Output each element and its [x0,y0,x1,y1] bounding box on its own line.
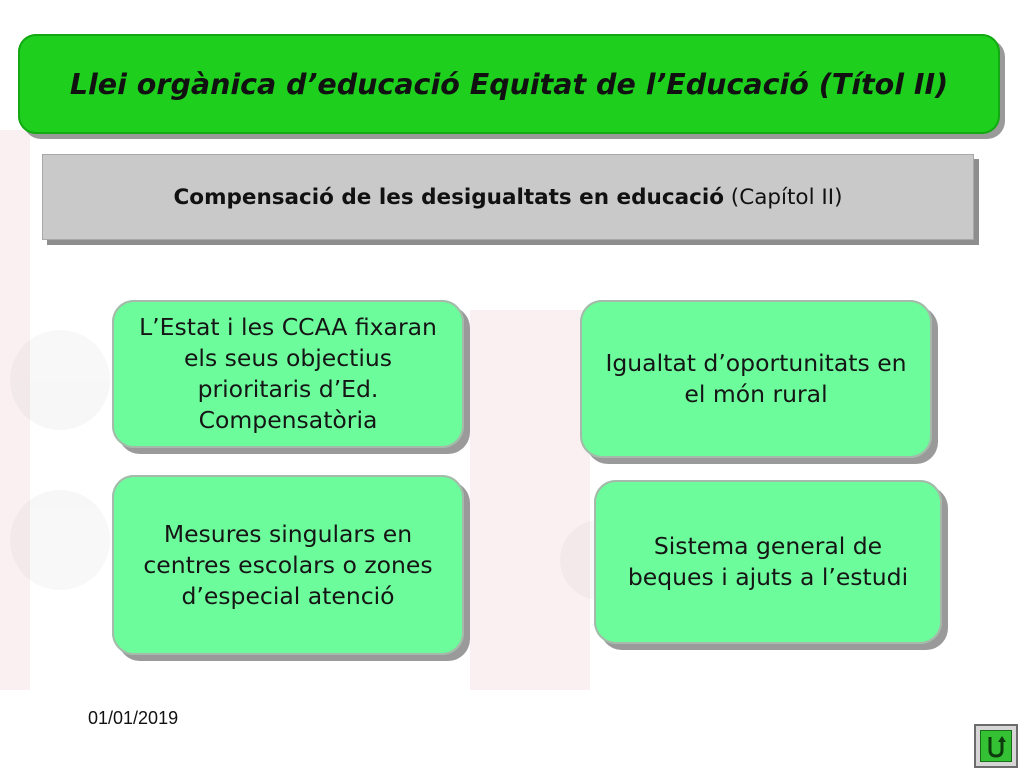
subtitle-bold: Compensació de les desigualtats en educació [173,184,724,210]
card-scholarships [594,480,942,644]
return-button[interactable] [974,724,1018,768]
card-text: Igualtat d’oportunitats en el món rural [605,349,907,408]
slide-title-banner [18,34,1000,134]
u-turn-return-icon [983,733,1009,759]
card-text: Mesures singulars en centres escolars o zones d’especial atenció [143,519,433,610]
card-compensatory-objectives [112,300,464,448]
return-button-face [980,730,1012,762]
subtitle-banner [42,154,974,240]
card-text: Sistema general de beques i ajuts a l’estudi [627,532,909,591]
slide-title: Llei orgànica d’educació Equitat de l’Educació (Títol II) [69,67,949,101]
card-rural-equality [580,300,932,458]
footer-date: 01/01/2019 [88,708,179,728]
card-text: L’Estat i les CCAA fixaran els seus objectius prioritaris d’Ed. Compensatòria [139,313,437,434]
card-special-measures [112,475,464,655]
subtitle-text [174,185,843,210]
subtitle-chapter: (Capítol II) [723,184,843,210]
